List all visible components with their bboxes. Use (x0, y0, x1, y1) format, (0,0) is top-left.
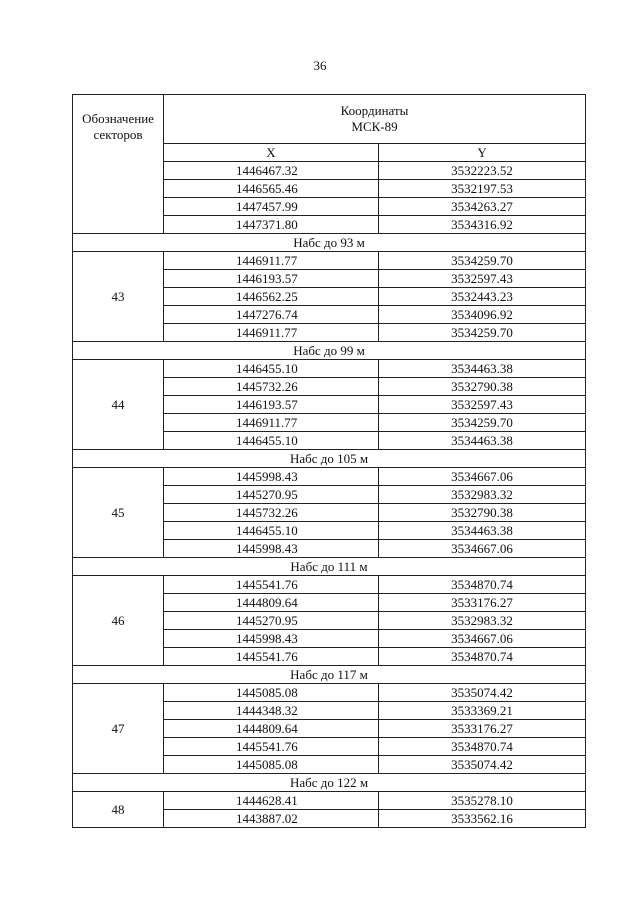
y-coordinate: 3534259.70 (379, 324, 586, 342)
x-coordinate: 1446455.10 (164, 360, 379, 378)
y-coordinate: 3534463.38 (379, 522, 586, 540)
y-coordinate: 3533176.27 (379, 720, 586, 738)
x-coordinate: 1446565.46 (164, 180, 379, 198)
x-coordinate: 1446193.57 (164, 270, 379, 288)
y-coordinate: 3532983.32 (379, 486, 586, 504)
height-band-label: Набс до 99 м (73, 342, 586, 360)
height-band-label: Набс до 111 м (73, 558, 586, 576)
x-coordinate: 1444809.64 (164, 720, 379, 738)
y-coordinate: 3532790.38 (379, 378, 586, 396)
x-coordinate: 1443887.02 (164, 810, 379, 828)
y-coordinate: 3532597.43 (379, 396, 586, 414)
x-coordinate: 1446455.10 (164, 522, 379, 540)
x-coordinate: 1444628.41 (164, 792, 379, 810)
x-coordinate: 1445732.26 (164, 504, 379, 522)
table-row (73, 360, 586, 378)
coordinate-system-label: МСК-89 (351, 119, 398, 134)
x-coordinate: 1445541.76 (164, 648, 379, 666)
y-coordinate: 3534316.92 (379, 216, 586, 234)
x-coordinate: 1447371.80 (164, 216, 379, 234)
height-band-row (73, 342, 586, 360)
y-coordinate: 3532197.53 (379, 180, 586, 198)
x-coordinate: 1446911.77 (164, 414, 379, 432)
x-coordinate: 1446193.57 (164, 396, 379, 414)
y-coordinate: 3534463.38 (379, 360, 586, 378)
table-row (73, 468, 586, 486)
x-coordinate: 1445998.43 (164, 468, 379, 486)
sector-id: 44 (73, 360, 164, 450)
table-row (73, 792, 586, 810)
y-coordinate: 3532790.38 (379, 504, 586, 522)
sector-id: 47 (73, 684, 164, 774)
x-coordinate: 1445270.95 (164, 612, 379, 630)
sector-id: 45 (73, 468, 164, 558)
table-row (73, 684, 586, 702)
y-coordinate: 3534667.06 (379, 540, 586, 558)
y-coordinate: 3534870.74 (379, 648, 586, 666)
height-band-row (73, 666, 586, 684)
x-coordinate: 1447457.99 (164, 198, 379, 216)
height-band-label: Набс до 93 м (73, 234, 586, 252)
y-coordinate: 3534096.92 (379, 306, 586, 324)
height-band-label: Набс до 122 м (73, 774, 586, 792)
header-row (73, 95, 586, 144)
y-coordinate: 3534263.27 (379, 198, 586, 216)
y-coordinate: 3532443.23 (379, 288, 586, 306)
y-coordinate: 3534667.06 (379, 468, 586, 486)
y-coordinate: 3535074.42 (379, 756, 586, 774)
coordinates-label: Координаты (340, 103, 409, 118)
y-coordinate: 3535278.10 (379, 792, 586, 810)
height-band-row (73, 558, 586, 576)
x-coordinate: 1445732.26 (164, 378, 379, 396)
x-coordinate: 1446911.77 (164, 252, 379, 270)
height-band-row (73, 450, 586, 468)
x-coordinate: 1445270.95 (164, 486, 379, 504)
x-coordinate: 1446562.25 (164, 288, 379, 306)
y-coordinate: 3533562.16 (379, 810, 586, 828)
x-coordinate: 1446911.77 (164, 324, 379, 342)
y-coordinate: 3534870.74 (379, 738, 586, 756)
x-coordinate: 1445541.76 (164, 738, 379, 756)
page-number: 36 (313, 58, 327, 73)
y-coordinate: 3533176.27 (379, 594, 586, 612)
y-coordinate: 3535074.42 (379, 684, 586, 702)
y-coordinate: 3532597.43 (379, 270, 586, 288)
height-band-row (73, 774, 586, 792)
y-coordinate: 3533369.21 (379, 702, 586, 720)
sector-id: 46 (73, 576, 164, 666)
y-coordinate: 3534259.70 (379, 252, 586, 270)
sector-column-header: Обозначение секторов (73, 95, 164, 234)
height-band-row (73, 234, 586, 252)
x-coordinate: 1445541.76 (164, 576, 379, 594)
x-coordinate: 1445998.43 (164, 540, 379, 558)
x-coordinate: 1444348.32 (164, 702, 379, 720)
y-coordinate: 3532983.32 (379, 612, 586, 630)
sector-id: 48 (73, 792, 164, 828)
x-coordinate: 1445085.08 (164, 684, 379, 702)
x-coordinate: 1446467.32 (164, 162, 379, 180)
sector-id: 43 (73, 252, 164, 342)
table-row (73, 252, 586, 270)
y-column-header: Y (379, 144, 586, 162)
y-coordinate: 3534259.70 (379, 414, 586, 432)
x-coordinate: 1445998.43 (164, 630, 379, 648)
x-coordinate: 1447276.74 (164, 306, 379, 324)
y-coordinate: 3534667.06 (379, 630, 586, 648)
height-band-label: Набс до 117 м (73, 666, 586, 684)
x-column-header: X (164, 144, 379, 162)
table-row (73, 576, 586, 594)
x-coordinate: 1444809.64 (164, 594, 379, 612)
x-coordinate: 1446455.10 (164, 432, 379, 450)
y-coordinate: 3532223.52 (379, 162, 586, 180)
coordinates-header (164, 95, 586, 144)
coordinates-table (72, 94, 586, 828)
height-band-label: Набс до 105 м (73, 450, 586, 468)
y-coordinate: 3534463.38 (379, 432, 586, 450)
x-coordinate: 1445085.08 (164, 756, 379, 774)
y-coordinate: 3534870.74 (379, 576, 586, 594)
coordinates-table-body (73, 95, 586, 828)
